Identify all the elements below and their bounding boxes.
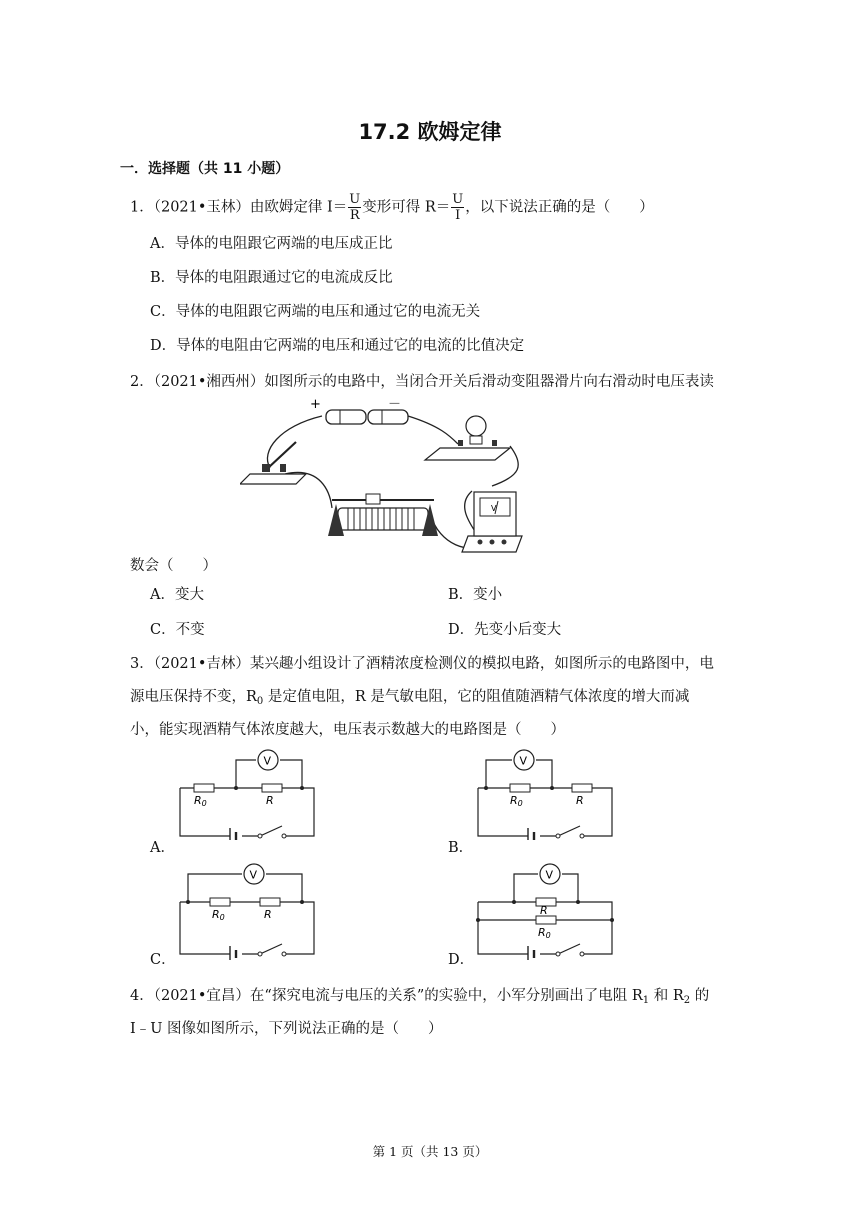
circuit-diagram-d xyxy=(474,860,618,960)
svg-text:V: V xyxy=(263,754,272,768)
svg-text:V: V xyxy=(545,868,554,882)
wire xyxy=(408,416,458,444)
battery-minus-label: － xyxy=(388,397,402,412)
svg-text:R0: R0 xyxy=(538,926,551,940)
circuit-label-d: D． xyxy=(448,952,475,968)
svg-text:R: R xyxy=(540,904,548,917)
switch-icon xyxy=(240,442,306,484)
q2-option-c: C．不变 xyxy=(150,622,205,638)
svg-text:R0: R0 xyxy=(212,908,225,922)
q1-option-a: A．导体的电阻跟它两端的电压成正比 xyxy=(150,236,393,252)
svg-text:R: R xyxy=(576,794,584,807)
svg-text:R0: R0 xyxy=(510,794,523,808)
resistor-r0 xyxy=(194,784,214,792)
fraction-u-over-r: $\frac{U}{R}$ xyxy=(349,192,361,223)
resistor-r0 xyxy=(536,916,556,924)
circuit-label-c: C． xyxy=(150,952,176,968)
question-3-line-3: 小，能实现酒精气体浓度越大，电压表示数越大的电路图是（ ） xyxy=(130,722,565,738)
resistor-r0 xyxy=(210,898,230,906)
question-2-stem-continued: 数会（ ） xyxy=(130,558,217,574)
question-3-line-1: 3．（2021•吉林）某兴趣小组设计了酒精浓度检测仪的模拟电路，如图所示的电路图中，电 xyxy=(130,656,714,672)
q1-option-b: B．导体的电阻跟通过它的电流成反比 xyxy=(150,270,393,286)
section-heading: 一．选择题（共 11 小题） xyxy=(120,161,290,177)
question-3-line-2: 源电压保持不变，$R_0$ 是定值电阻，R 是气敏电阻，它的阻值随酒精气体浓度的增大而减 xyxy=(130,689,690,707)
question-1-stem: 1．（2021•玉林）由欧姆定律 I＝ $\frac{U}{R}$ 变形可得 R＝ $\frac{U}{I}$ ，以下说法正确的是（ ） xyxy=(130,192,654,223)
light-bulb-icon xyxy=(425,416,510,460)
voltmeter-icon xyxy=(462,492,522,552)
rheostat-icon xyxy=(328,494,438,536)
q2-option-b: B．变小 xyxy=(448,587,503,603)
question-2-stem: 2．（2021•湘西州）如图所示的电路中，当闭合开关后滑动变阻器滑片向右滑动时电压表读 xyxy=(130,374,714,390)
svg-text:R: R xyxy=(264,908,272,921)
circuit-diagram-c xyxy=(176,860,320,960)
page-footer: 第 1 页（共 13 页） xyxy=(372,1144,488,1159)
resistor-r xyxy=(262,784,282,792)
svg-text:R0: R0 xyxy=(194,794,207,808)
resistor-r0 xyxy=(510,784,530,792)
question-4-line-2: I﹣U 图像如图所示，下列说法正确的是（ ） xyxy=(130,1021,443,1037)
q1-option-d: D．导体的电阻由它两端的电压和通过它的电流的比值决定 xyxy=(150,338,525,354)
q2-option-d: D．先变小后变大 xyxy=(448,622,562,638)
svg-text:V: V xyxy=(519,754,528,768)
physical-circuit-figure xyxy=(240,396,530,561)
circuit-label-a: A． xyxy=(150,840,175,856)
q1-option-c: C．导体的电阻跟它两端的电压和通过它的电流无关 xyxy=(150,304,481,320)
circuit-label-b: B． xyxy=(448,840,474,856)
fraction-u-over-i: $\frac{U}{I}$ xyxy=(452,192,464,223)
voltmeter-label: V xyxy=(491,504,497,513)
battery-plus-label: + xyxy=(310,397,321,412)
resistor-r xyxy=(572,784,592,792)
svg-text:R: R xyxy=(266,794,274,807)
circuit-diagram-a xyxy=(176,748,320,840)
battery-icon xyxy=(326,410,408,424)
question-4-line-1: 4．（2021•宜昌）在“探究电流与电压的关系”的实验中，小军分别画出了电阻 $R_1$ 和 $R_2$ 的 xyxy=(130,988,710,1006)
resistor-r xyxy=(260,898,280,906)
circuit-diagram-b xyxy=(474,748,618,840)
page-title: 17.2 欧姆定律 xyxy=(358,120,502,144)
svg-text:V: V xyxy=(249,868,258,882)
q2-option-a: A．变大 xyxy=(150,587,204,603)
